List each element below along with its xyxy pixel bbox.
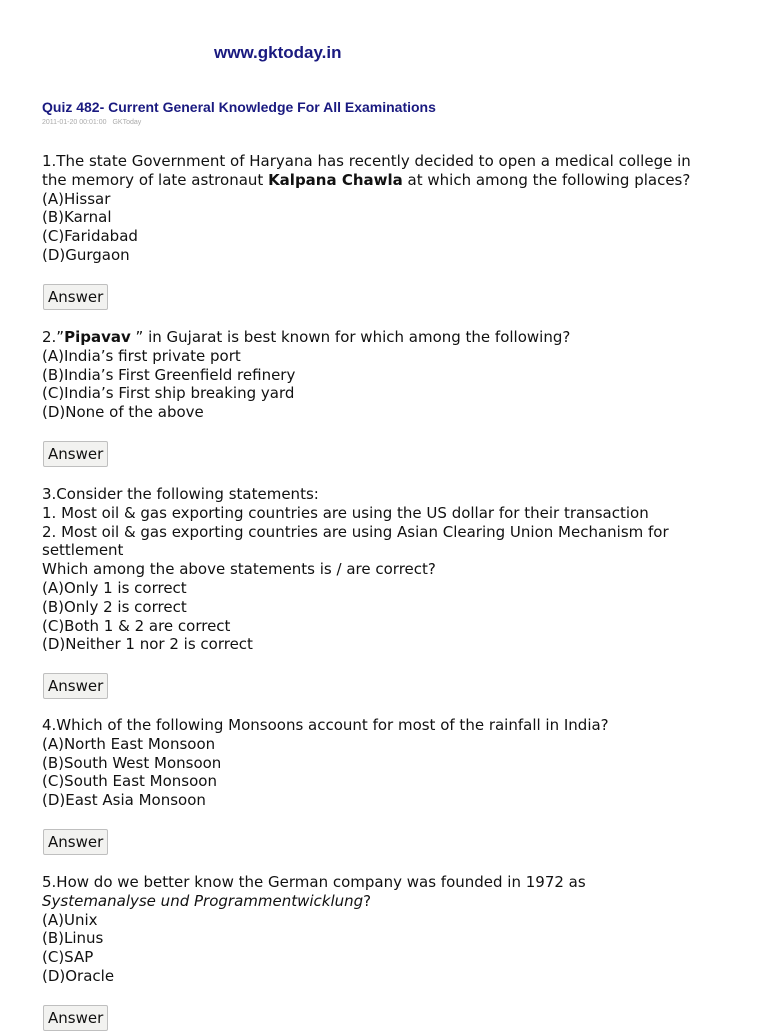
text-fragment: ” in Gujarat is best known for which among the following? [130, 328, 571, 346]
question-3 [42, 485, 742, 654]
question-2-text [42, 328, 742, 347]
option-a: (A)Only 1 is correct [42, 578, 187, 597]
question-5 [42, 873, 742, 986]
option-b: (B)Only 2 is correct [42, 597, 187, 616]
option-a: (A)Hissar [42, 189, 111, 208]
question-3-prompt: Which among the above statements is / are correct? [42, 560, 436, 579]
option-c: (C)India’s First ship breaking yard [42, 384, 295, 403]
option-a: (A)India’s first private port [42, 346, 241, 365]
question-3-text: 3.Consider the following statements: [42, 485, 319, 503]
statement-2: 2. Most oil & gas exporting countries are using Asian Clearing Union Mechanism for [42, 522, 669, 541]
site-url[interactable]: www.gktoday.in [214, 43, 342, 62]
question-5-text-cont [42, 892, 742, 911]
question-5-text: 5.How do we better know the German company was founded in 1972 as [42, 873, 586, 891]
italic-term: Systemanalyse und Programmentwicklung [42, 891, 364, 910]
question-4 [42, 716, 742, 810]
option-d: (D)East Asia Monsoon [42, 791, 206, 810]
option-c: (C)Faridabad [42, 227, 138, 246]
question-1-text-cont [42, 171, 742, 190]
option-d: (D)Gurgaon [42, 245, 130, 264]
question-4-text: 4.Which of the following Monsoons account for most of the rainfall in India? [42, 716, 609, 734]
statement-2-cont: settlement [42, 541, 124, 560]
option-c: (C)SAP [42, 948, 94, 967]
option-b: (B)Linus [42, 929, 104, 948]
answer-button-2[interactable]: Answer [43, 441, 108, 467]
text-fragment: at which among the following places? [402, 170, 691, 189]
option-d: (D)Neither 1 nor 2 is correct [42, 635, 253, 654]
post-date: 2011-01-20 00:01:00 [42, 119, 107, 126]
text-fragment: 2.” [42, 328, 65, 346]
text-fragment: ? [363, 891, 372, 910]
answer-button-4[interactable]: Answer [43, 829, 108, 855]
option-b: (B)Karnal [42, 208, 112, 227]
option-c: (C)South East Monsoon [42, 772, 217, 791]
question-1 [42, 152, 742, 265]
option-b: (B)South West Monsoon [42, 753, 222, 772]
highlight-term: Kalpana Chawla [268, 170, 403, 189]
highlight-term: Pipavav [64, 328, 131, 346]
option-a: (A)Unix [42, 910, 98, 929]
statement-1: 1. Most oil & gas exporting countries are using the US dollar for their transaction [42, 503, 649, 522]
text-fragment: the memory of late astronaut [42, 170, 269, 189]
post-author: GKToday [112, 119, 142, 126]
answer-button-5[interactable]: Answer [43, 1005, 108, 1031]
post-meta [42, 119, 147, 126]
answer-button-3[interactable]: Answer [43, 673, 108, 699]
answer-button-1[interactable]: Answer [43, 284, 108, 310]
question-1-text: 1.The state Government of Haryana has recently decided to open a medical college in [42, 152, 691, 170]
option-d: (D)Oracle [42, 966, 115, 985]
option-a: (A)North East Monsoon [42, 734, 216, 753]
option-b: (B)India’s First Greenfield refinery [42, 365, 296, 384]
page-title[interactable]: Quiz 482- Current General Knowledge For All Examinations [42, 99, 436, 115]
option-c: (C)Both 1 & 2 are correct [42, 616, 231, 635]
option-d: (D)None of the above [42, 403, 204, 422]
question-2 [42, 328, 742, 422]
